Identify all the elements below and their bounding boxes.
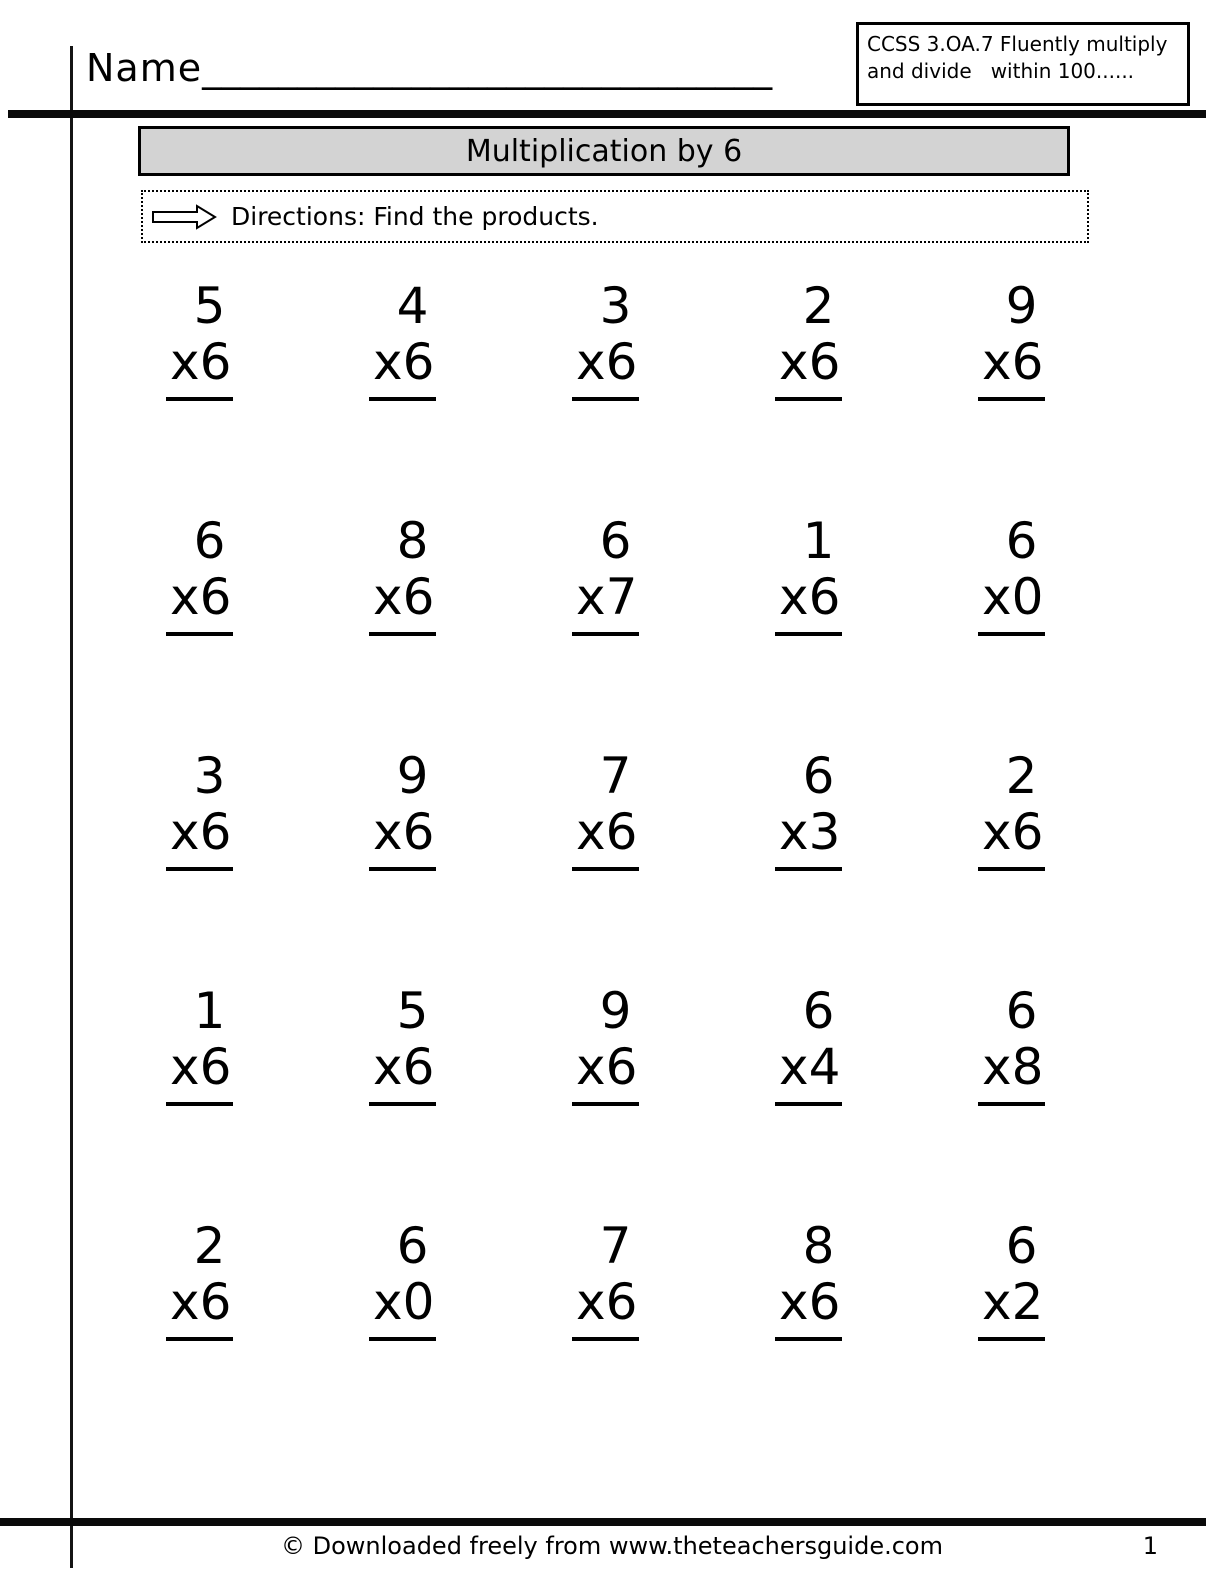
multiplicand: 9 — [599, 982, 632, 1040]
multiplication-problem — [775, 513, 842, 636]
multiplier-underlined — [572, 569, 639, 636]
multiplier: x6 — [369, 804, 436, 871]
multiplier: x6 — [572, 1274, 639, 1341]
multiplier-underlined — [775, 334, 842, 401]
name-blank-line: ______________________________ — [202, 46, 773, 90]
multiplicand: 4 — [396, 277, 429, 335]
multiplicand: 6 — [1005, 1217, 1038, 1275]
problem-cell — [749, 748, 952, 983]
multiplication-problem — [572, 1218, 639, 1341]
problem-cell — [140, 278, 343, 513]
multiplier: x6 — [572, 334, 639, 401]
multiplication-problem — [572, 513, 639, 636]
multiplication-problem — [166, 278, 233, 401]
multiplier: x2 — [978, 1274, 1045, 1341]
ccss-line-2: and divide within 100...... — [867, 59, 1135, 83]
multiplier-underlined — [369, 334, 436, 401]
multiplier-underlined — [978, 1274, 1045, 1341]
multiplicand: 8 — [802, 1217, 835, 1275]
ccss-line-1: CCSS 3.OA.7 Fluently multiply — [867, 32, 1168, 56]
multiplicand: 6 — [193, 512, 226, 570]
multiplication-problem — [166, 748, 233, 871]
problem-cell — [749, 278, 952, 513]
multiplier: x6 — [166, 1274, 233, 1341]
multiplier: x8 — [978, 1039, 1045, 1106]
multiplier-underlined — [166, 1274, 233, 1341]
problem-cell — [343, 748, 546, 983]
problem-cell — [546, 513, 749, 748]
multiplier: x6 — [166, 804, 233, 871]
multiplier-underlined — [572, 334, 639, 401]
header-divider-line — [8, 110, 1206, 118]
multiplication-problem — [775, 983, 842, 1106]
multiplicand: 9 — [1005, 277, 1038, 335]
multiplier-underlined — [166, 334, 233, 401]
multiplicand: 5 — [193, 277, 226, 335]
directions-text: Directions: Find the products. — [231, 202, 599, 231]
problem-cell — [546, 748, 749, 983]
problem-cell — [952, 278, 1155, 513]
page-title: Multiplication by 6 — [465, 133, 743, 169]
multiplication-problem — [369, 278, 436, 401]
multiplier: x6 — [369, 569, 436, 636]
multiplicand: 6 — [802, 747, 835, 805]
directions-box — [141, 190, 1089, 243]
problem-cell — [952, 513, 1155, 748]
multiplier: x6 — [572, 1039, 639, 1106]
problem-cell — [140, 748, 343, 983]
multiplication-problem — [572, 983, 639, 1106]
page-number: 1 — [1142, 1532, 1158, 1560]
problem-cell — [952, 1218, 1155, 1453]
multiplication-problem — [166, 983, 233, 1106]
multiplier: x6 — [166, 1039, 233, 1106]
problem-cell — [546, 1218, 749, 1453]
multiplication-problem — [978, 983, 1045, 1106]
multiplier: x6 — [166, 334, 233, 401]
multiplier: x0 — [978, 569, 1045, 636]
multiplier: x6 — [369, 334, 436, 401]
multiplication-problem — [369, 1218, 436, 1341]
multiplier: x6 — [775, 1274, 842, 1341]
problem-cell — [140, 513, 343, 748]
footer-divider-line — [0, 1518, 1206, 1526]
problem-cell — [952, 748, 1155, 983]
worksheet-title-bar — [138, 126, 1070, 176]
multiplier-underlined — [166, 1039, 233, 1106]
multiplier-underlined — [978, 334, 1045, 401]
problem-cell — [749, 1218, 952, 1453]
multiplication-problem — [572, 278, 639, 401]
multiplicand: 6 — [1005, 512, 1038, 570]
problem-cell — [343, 983, 546, 1218]
multiplicand: 2 — [193, 1217, 226, 1275]
multiplicand: 6 — [802, 982, 835, 1040]
multiplication-problem — [775, 748, 842, 871]
multiplier: x4 — [775, 1039, 842, 1106]
multiplier: x6 — [775, 334, 842, 401]
multiplier: x3 — [775, 804, 842, 871]
multiplicand: 8 — [396, 512, 429, 570]
ccss-standard-box — [856, 22, 1190, 106]
multiplicand: 9 — [396, 747, 429, 805]
multiplier-underlined — [775, 804, 842, 871]
multiplication-problem — [978, 748, 1045, 871]
multiplier: x0 — [369, 1274, 436, 1341]
multiplier-underlined — [775, 1274, 842, 1341]
multiplier-underlined — [166, 569, 233, 636]
multiplier: x7 — [572, 569, 639, 636]
multiplier-underlined — [369, 804, 436, 871]
multiplier-underlined — [369, 569, 436, 636]
problem-cell — [343, 513, 546, 748]
problem-cell — [343, 1218, 546, 1453]
multiplicand: 2 — [802, 277, 835, 335]
multiplier: x6 — [166, 569, 233, 636]
multiplier: x6 — [775, 569, 842, 636]
problem-cell — [749, 513, 952, 748]
multiplier-underlined — [978, 569, 1045, 636]
problem-cell — [140, 1218, 343, 1453]
name-label: Name — [86, 46, 203, 90]
multiplication-problem — [369, 983, 436, 1106]
multiplier-underlined — [978, 1039, 1045, 1106]
multiplication-problem — [369, 748, 436, 871]
multiplicand: 5 — [396, 982, 429, 1040]
multiplicand: 7 — [599, 747, 632, 805]
multiplicand: 3 — [193, 747, 226, 805]
multiplier-underlined — [369, 1274, 436, 1341]
multiplication-problem — [572, 748, 639, 871]
problem-cell — [952, 983, 1155, 1218]
multiplicand: 7 — [599, 1217, 632, 1275]
multiplication-problem — [978, 513, 1045, 636]
multiplicand: 6 — [599, 512, 632, 570]
multiplier: x6 — [978, 804, 1045, 871]
problem-cell — [749, 983, 952, 1218]
multiplier-underlined — [775, 569, 842, 636]
multiplier: x6 — [572, 804, 639, 871]
multiplication-problem — [166, 1218, 233, 1341]
multiplier-underlined — [978, 804, 1045, 871]
problems-grid — [140, 278, 1155, 1453]
multiplicand: 3 — [599, 277, 632, 335]
problem-cell — [546, 278, 749, 513]
name-field-row — [86, 46, 772, 90]
multiplication-problem — [978, 1218, 1045, 1341]
multiplicand: 2 — [1005, 747, 1038, 805]
multiplication-problem — [166, 513, 233, 636]
problem-cell — [546, 983, 749, 1218]
multiplier-underlined — [572, 1039, 639, 1106]
multiplier-underlined — [166, 804, 233, 871]
multiplier-underlined — [572, 1274, 639, 1341]
multiplier: x6 — [369, 1039, 436, 1106]
multiplicand: 6 — [1005, 982, 1038, 1040]
left-margin-line — [70, 46, 73, 1568]
multiplier-underlined — [775, 1039, 842, 1106]
multiplicand: 1 — [193, 982, 226, 1040]
footer-credit: © Downloaded freely from www.theteachersguide.com — [281, 1532, 943, 1560]
problem-cell — [343, 278, 546, 513]
multiplicand: 6 — [396, 1217, 429, 1275]
problem-cell — [140, 983, 343, 1218]
multiplication-problem — [369, 513, 436, 636]
multiplier-underlined — [369, 1039, 436, 1106]
multiplicand: 1 — [802, 512, 835, 570]
multiplication-problem — [775, 1218, 842, 1341]
multiplier-underlined — [572, 804, 639, 871]
right-arrow-icon — [151, 202, 219, 232]
multiplication-problem — [775, 278, 842, 401]
multiplier: x6 — [978, 334, 1045, 401]
multiplication-problem — [978, 278, 1045, 401]
